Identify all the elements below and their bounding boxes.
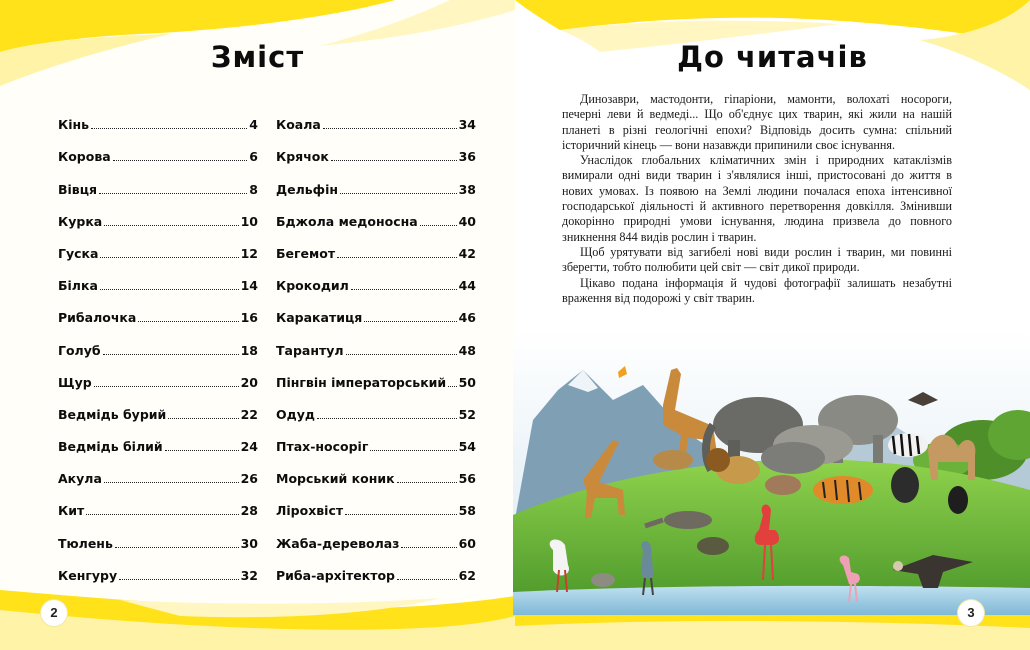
- readers-intro-text: [562, 92, 952, 306]
- toc-entry-page: 62: [458, 567, 476, 583]
- intro-paragraph: Унаслідок глобальних кліматичних змін і природних катаклізмів вимирали одні види тварин і з'являлися інші, пристосовані до життя в нових умовах. Із появою на Землі людини почалася епоха інтенсивної господарської діяльності й активного перетворення довкілля. Змінивши докорінно природні умови існування, людина призвела до повного зникнення 844 видів рослин і тварин.: [562, 153, 952, 244]
- toc-entry[interactable]: [276, 325, 476, 357]
- toc-leader-dots: [165, 450, 239, 451]
- toc-entry-page: 36: [458, 149, 476, 165]
- readers-title: До читачів: [677, 40, 868, 74]
- toc-entry-name: Ведмідь білий: [58, 439, 163, 455]
- toc-entry[interactable]: [58, 100, 258, 132]
- toc-leader-dots: [91, 128, 247, 129]
- toc-entry-name: Пінгвін імператорський: [276, 374, 447, 390]
- toc-entry-name: Крячок: [276, 149, 329, 165]
- toc-leader-dots: [100, 289, 239, 290]
- toc-entry-name: Жаба-дереволаз: [276, 535, 400, 551]
- toc-entry-page: 48: [458, 342, 476, 358]
- toc-leader-dots: [448, 386, 456, 387]
- toc-entry[interactable]: [276, 197, 476, 229]
- toc-entry-page: 56: [458, 471, 476, 487]
- toc-leader-dots: [397, 482, 457, 483]
- toc-entry[interactable]: [58, 229, 258, 261]
- toc-entry[interactable]: [58, 261, 258, 293]
- toc-leader-dots: [331, 160, 457, 161]
- toc-entry-name: Кит: [58, 503, 85, 519]
- toc-leader-dots: [420, 225, 457, 226]
- page-number-right: 3: [958, 600, 984, 626]
- toc-entry-name: Коала: [276, 117, 321, 133]
- toc-entry-name: Дельфін: [276, 181, 338, 197]
- toc-entry-name: Птах-носоріг: [276, 439, 369, 455]
- toc-leader-dots: [337, 257, 457, 258]
- toc-entry-page: 6: [249, 149, 258, 165]
- toc-entry-page: 28: [240, 503, 258, 519]
- toc-entry-name: Риба-архітектор: [276, 567, 395, 583]
- toc-leader-dots: [370, 450, 456, 451]
- toc-entry[interactable]: [58, 164, 258, 196]
- toc-entry-name: Корова: [58, 149, 111, 165]
- toc-leader-dots: [340, 193, 457, 194]
- toc-entry-page: 32: [240, 567, 258, 583]
- toc-entry-page: 20: [240, 374, 258, 390]
- toc-leader-dots: [115, 547, 239, 548]
- toc-leader-dots: [351, 289, 457, 290]
- toc-leader-dots: [86, 514, 238, 515]
- toc-entry-page: 60: [458, 535, 476, 551]
- toc-entry-name: Акула: [58, 471, 102, 487]
- toc-entry[interactable]: [58, 358, 258, 390]
- toc-entry-name: Ведмідь бурий: [58, 406, 167, 422]
- toc-leader-dots: [99, 193, 247, 194]
- toc-entry[interactable]: [58, 551, 258, 583]
- toc-entry-page: 26: [240, 471, 258, 487]
- toc-entry[interactable]: [276, 100, 476, 132]
- toc-entry-page: 12: [240, 245, 258, 261]
- intro-paragraph: Щоб урятувати від загибелі нові види рослин і тварин, ми повинні зберегти, тобто полюбити цей світ — світ дикої природи.: [562, 244, 952, 275]
- contents-title: Зміст: [210, 40, 305, 74]
- toc-leader-dots: [113, 160, 248, 161]
- toc-entry-page: 50: [458, 374, 476, 390]
- toc-entry-name: Крокодил: [276, 278, 349, 294]
- toc-entry-page: 16: [240, 310, 258, 326]
- toc-entry[interactable]: [276, 551, 476, 583]
- toc-entry-name: Голуб: [58, 342, 101, 358]
- toc-entry-name: Кенгуру: [58, 567, 118, 583]
- toc-entry-name: Кінь: [58, 117, 90, 133]
- toc-entry-name: Тарантул: [276, 342, 344, 358]
- toc-leader-dots: [397, 579, 457, 580]
- toc-entry-name: Курка: [58, 213, 103, 229]
- toc-entry[interactable]: [58, 293, 258, 325]
- toc-entry[interactable]: [276, 422, 476, 454]
- toc-entry[interactable]: [58, 132, 258, 164]
- toc-column-2: [276, 100, 476, 583]
- toc-entry-page: 42: [458, 245, 476, 261]
- toc-entry-name: Рибалочка: [58, 310, 137, 326]
- toc-entry[interactable]: [276, 261, 476, 293]
- toc-entry[interactable]: [58, 454, 258, 486]
- toc-entry-name: Щур: [58, 374, 92, 390]
- toc-entry-name: Бегемот: [276, 245, 336, 261]
- toc-entry[interactable]: [276, 132, 476, 164]
- intro-paragraph: Цікаво подана інформація й чудові фотографії залишать незабутні враження від подорожі у світ тварин.: [562, 275, 952, 305]
- toc-leader-dots: [317, 418, 457, 419]
- toc-entry-page: 58: [458, 503, 476, 519]
- toc-leader-dots: [138, 321, 238, 322]
- animals-illustration: [513, 330, 1030, 615]
- toc-entry-page: 4: [249, 117, 258, 133]
- toc-entry[interactable]: [276, 486, 476, 518]
- toc-entry[interactable]: [58, 518, 258, 550]
- toc-entry-name: Тюлень: [58, 535, 113, 551]
- toc-entry[interactable]: [276, 229, 476, 261]
- toc-leader-dots: [100, 257, 238, 258]
- toc-leader-dots: [94, 386, 239, 387]
- toc-entry[interactable]: [58, 197, 258, 229]
- toc-entry[interactable]: [276, 390, 476, 422]
- toc-entry-name: Бджола медоносна: [276, 213, 418, 229]
- toc-leader-dots: [119, 579, 238, 580]
- toc-leader-dots: [345, 514, 456, 515]
- toc-leader-dots: [401, 547, 456, 548]
- toc-entry-name: Морський коник: [276, 471, 395, 487]
- toc-entry-name: Вівця: [58, 181, 98, 197]
- toc-entry-page: 24: [240, 439, 258, 455]
- toc-entry-page: 30: [240, 535, 258, 551]
- toc-entry-name: Білка: [58, 278, 98, 294]
- toc-entry[interactable]: [276, 358, 476, 390]
- toc-entry[interactable]: [58, 325, 258, 357]
- toc-entry[interactable]: [276, 293, 476, 325]
- intro-paragraph: Динозаври, мастодонти, гіпаріони, мамонти, волохаті носороги, печерні леви й ведмеді... Що об'єднує цих тварин, які жили на нашій планеті в різні геологічні епохи? Відповідь досить сумна: спільний історичний кінець — вони назавжди припинили своє існування.: [562, 92, 952, 152]
- toc-leader-dots: [346, 354, 457, 355]
- toc-entry[interactable]: [58, 486, 258, 518]
- toc-leader-dots: [104, 482, 239, 483]
- toc-entry-name: Каракатиця: [276, 310, 363, 326]
- toc-entry-page: 14: [240, 278, 258, 294]
- toc-entry-page: 54: [458, 439, 476, 455]
- page-number-left: 2: [41, 600, 67, 626]
- toc-entry-name: Гуска: [58, 245, 99, 261]
- toc-entry-page: 52: [458, 406, 476, 422]
- toc-entry-name: Одуд: [276, 406, 315, 422]
- toc-entry-page: 22: [240, 406, 258, 422]
- toc-entry[interactable]: [276, 518, 476, 550]
- toc-column-1: [58, 100, 258, 583]
- toc-entry-page: 46: [458, 310, 476, 326]
- toc-entry[interactable]: [276, 454, 476, 486]
- toc-entry[interactable]: [58, 422, 258, 454]
- toc-leader-dots: [168, 418, 238, 419]
- toc-entry-page: 8: [249, 181, 258, 197]
- toc-entry-page: 34: [458, 117, 476, 133]
- toc-leader-dots: [103, 354, 239, 355]
- toc-leader-dots: [364, 321, 456, 322]
- toc-entry-page: 18: [240, 342, 258, 358]
- toc-entry-name: Ліроxвіст: [276, 503, 344, 519]
- toc-entry-page: 40: [458, 213, 476, 229]
- toc-entry[interactable]: [276, 164, 476, 196]
- toc-leader-dots: [104, 225, 238, 226]
- toc-entry-page: 38: [458, 181, 476, 197]
- toc-entry-page: 44: [458, 278, 476, 294]
- toc-leader-dots: [323, 128, 457, 129]
- toc-entry[interactable]: [58, 390, 258, 422]
- toc-entry-page: 10: [240, 213, 258, 229]
